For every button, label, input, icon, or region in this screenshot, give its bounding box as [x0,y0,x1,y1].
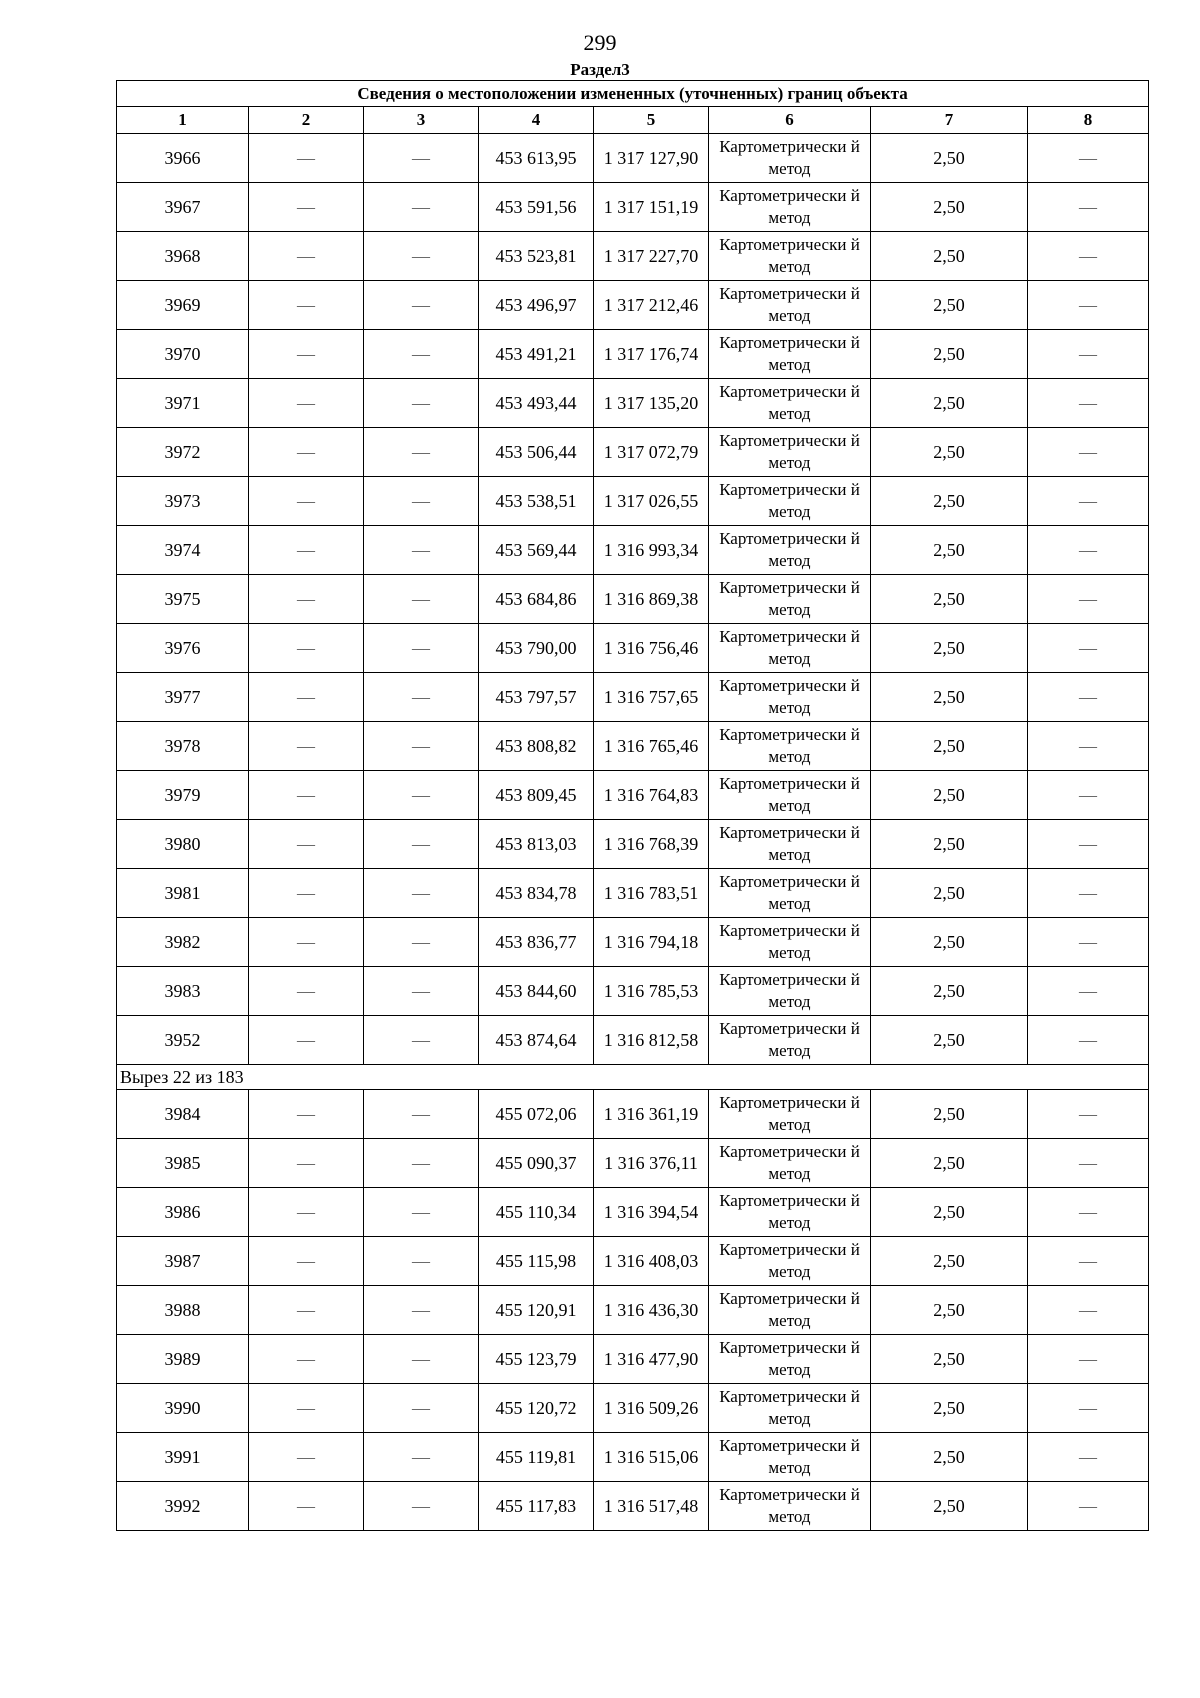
column-number: 2 [249,107,364,134]
point-number: 3987 [117,1237,249,1286]
cell-col2: — [249,1016,364,1065]
cell-col8: — [1028,771,1149,820]
table-row [117,232,1149,281]
cell-col2: — [249,673,364,722]
cell-col3: — [364,1286,479,1335]
table-row [117,820,1149,869]
cell-col3: — [364,722,479,771]
cell-col3: — [364,673,479,722]
table-row [117,1482,1149,1531]
cell-col8: — [1028,1016,1149,1065]
cell-col8: — [1028,1139,1149,1188]
cell-col3: — [364,379,479,428]
accuracy-value: 2,50 [871,820,1028,869]
point-number: 3981 [117,869,249,918]
x-coordinate: 453 538,51 [479,477,594,526]
column-number: 7 [871,107,1028,134]
table-body [117,81,1149,1531]
table-row [117,722,1149,771]
y-coordinate: 1 316 785,53 [594,967,709,1016]
cell-col3: — [364,281,479,330]
cell-col2: — [249,575,364,624]
x-coordinate: 453 684,86 [479,575,594,624]
table-row [117,428,1149,477]
table-row [117,575,1149,624]
cell-col3: — [364,1335,479,1384]
cell-col2: — [249,330,364,379]
accuracy-value: 2,50 [871,232,1028,281]
x-coordinate: 455 115,98 [479,1237,594,1286]
determination-method: Картометрически й метод [709,820,871,869]
y-coordinate: 1 317 135,20 [594,379,709,428]
table-row [117,281,1149,330]
x-coordinate: 453 496,97 [479,281,594,330]
cell-col8: — [1028,673,1149,722]
accuracy-value: 2,50 [871,477,1028,526]
table-caption: Сведения о местоположении измененных (уточненных) границ объекта [117,81,1149,107]
cell-col8: — [1028,428,1149,477]
determination-method: Картометрически й метод [709,673,871,722]
cell-col3: — [364,526,479,575]
point-number: 3982 [117,918,249,967]
table-row [117,1433,1149,1482]
y-coordinate: 1 316 757,65 [594,673,709,722]
x-coordinate: 453 790,00 [479,624,594,673]
boundary-coordinates-table [116,80,1149,1531]
cell-col3: — [364,1482,479,1531]
point-number: 3968 [117,232,249,281]
table-row [117,771,1149,820]
determination-method: Картометрически й метод [709,232,871,281]
cell-col2: — [249,771,364,820]
cell-col2: — [249,526,364,575]
point-number: 3970 [117,330,249,379]
cell-col2: — [249,1237,364,1286]
table-row [117,624,1149,673]
determination-method: Картометрически й метод [709,771,871,820]
y-coordinate: 1 316 765,46 [594,722,709,771]
x-coordinate: 455 110,34 [479,1188,594,1237]
table-row [117,526,1149,575]
accuracy-value: 2,50 [871,1384,1028,1433]
point-number: 3971 [117,379,249,428]
cell-col2: — [249,1335,364,1384]
point-number: 3988 [117,1286,249,1335]
cell-col8: — [1028,967,1149,1016]
cell-col3: — [364,1090,479,1139]
x-coordinate: 453 493,44 [479,379,594,428]
determination-method: Картометрически й метод [709,1286,871,1335]
cell-col3: — [364,820,479,869]
y-coordinate: 1 316 517,48 [594,1482,709,1531]
cell-col8: — [1028,575,1149,624]
x-coordinate: 453 613,95 [479,134,594,183]
accuracy-value: 2,50 [871,967,1028,1016]
column-number-row [117,107,1149,134]
y-coordinate: 1 316 361,19 [594,1090,709,1139]
table-row [117,1090,1149,1139]
determination-method: Картометрически й метод [709,1384,871,1433]
point-number: 3991 [117,1433,249,1482]
y-coordinate: 1 316 812,58 [594,1016,709,1065]
x-coordinate: 453 809,45 [479,771,594,820]
point-number: 3984 [117,1090,249,1139]
table-row [117,673,1149,722]
point-number: 3967 [117,183,249,232]
y-coordinate: 1 316 477,90 [594,1335,709,1384]
section-title: Раздел3 [570,60,630,79]
cell-col8: — [1028,526,1149,575]
point-number: 3974 [117,526,249,575]
x-coordinate: 455 072,06 [479,1090,594,1139]
cell-col2: — [249,232,364,281]
cell-col8: — [1028,134,1149,183]
accuracy-value: 2,50 [871,869,1028,918]
point-number: 3966 [117,134,249,183]
point-number: 3983 [117,967,249,1016]
cell-col3: — [364,477,479,526]
point-number: 3975 [117,575,249,624]
cell-col8: — [1028,1090,1149,1139]
y-coordinate: 1 316 408,03 [594,1237,709,1286]
cell-col2: — [249,820,364,869]
cell-col3: — [364,918,479,967]
y-coordinate: 1 316 394,54 [594,1188,709,1237]
y-coordinate: 1 316 509,26 [594,1384,709,1433]
cell-col2: — [249,379,364,428]
cell-col3: — [364,869,479,918]
cell-col2: — [249,183,364,232]
cell-col8: — [1028,183,1149,232]
point-number: 3972 [117,428,249,477]
cell-col2: — [249,1139,364,1188]
accuracy-value: 2,50 [871,281,1028,330]
determination-method: Картометрически й метод [709,183,871,232]
accuracy-value: 2,50 [871,1482,1028,1531]
cell-col2: — [249,722,364,771]
cell-col8: — [1028,379,1149,428]
column-number: 8 [1028,107,1149,134]
cell-col2: — [249,1188,364,1237]
accuracy-value: 2,50 [871,918,1028,967]
x-coordinate: 455 119,81 [479,1433,594,1482]
accuracy-value: 2,50 [871,1335,1028,1384]
cell-col3: — [364,232,479,281]
x-coordinate: 453 808,82 [479,722,594,771]
y-coordinate: 1 316 783,51 [594,869,709,918]
y-coordinate: 1 316 436,30 [594,1286,709,1335]
cell-col8: — [1028,820,1149,869]
x-coordinate: 455 123,79 [479,1335,594,1384]
point-number: 3969 [117,281,249,330]
cell-col8: — [1028,1433,1149,1482]
cell-col3: — [364,1188,479,1237]
table-caption-row [117,81,1149,107]
cell-col3: — [364,428,479,477]
cell-col8: — [1028,869,1149,918]
cell-col8: — [1028,722,1149,771]
table-row [117,1286,1149,1335]
cell-col3: — [364,771,479,820]
cell-col2: — [249,967,364,1016]
y-coordinate: 1 316 993,34 [594,526,709,575]
y-coordinate: 1 316 768,39 [594,820,709,869]
cell-col3: — [364,1237,479,1286]
point-number: 3978 [117,722,249,771]
cell-col8: — [1028,1237,1149,1286]
cell-col2: — [249,1286,364,1335]
cell-col3: — [364,1139,479,1188]
point-number: 3980 [117,820,249,869]
table-row [117,967,1149,1016]
determination-method: Картометрически й метод [709,1482,871,1531]
y-coordinate: 1 316 764,83 [594,771,709,820]
table-row [117,134,1149,183]
determination-method: Картометрически й метод [709,477,871,526]
column-number: 1 [117,107,249,134]
table-row [117,918,1149,967]
point-number: 3990 [117,1384,249,1433]
y-coordinate: 1 317 212,46 [594,281,709,330]
x-coordinate: 453 491,21 [479,330,594,379]
cell-col3: — [364,1384,479,1433]
cell-col2: — [249,1090,364,1139]
cell-col8: — [1028,281,1149,330]
x-coordinate: 453 834,78 [479,869,594,918]
cell-col3: — [364,624,479,673]
cutout-label-row [117,1065,1149,1090]
point-number: 3952 [117,1016,249,1065]
point-number: 3979 [117,771,249,820]
table-row [117,869,1149,918]
cell-col8: — [1028,232,1149,281]
cutout-label: Вырез 22 из 183 [117,1065,1149,1090]
accuracy-value: 2,50 [871,428,1028,477]
y-coordinate: 1 316 869,38 [594,575,709,624]
cell-col3: — [364,1433,479,1482]
x-coordinate: 453 569,44 [479,526,594,575]
cell-col8: — [1028,1335,1149,1384]
accuracy-value: 2,50 [871,1188,1028,1237]
y-coordinate: 1 317 127,90 [594,134,709,183]
x-coordinate: 453 523,81 [479,232,594,281]
accuracy-value: 2,50 [871,1237,1028,1286]
determination-method: Картометрически й метод [709,1237,871,1286]
accuracy-value: 2,50 [871,575,1028,624]
cell-col3: — [364,1016,479,1065]
table-row [117,1237,1149,1286]
determination-method: Картометрически й метод [709,967,871,1016]
y-coordinate: 1 316 756,46 [594,624,709,673]
cell-col2: — [249,1433,364,1482]
y-coordinate: 1 317 227,70 [594,232,709,281]
cell-col2: — [249,918,364,967]
determination-method: Картометрически й метод [709,1090,871,1139]
cell-col3: — [364,330,479,379]
point-number: 3986 [117,1188,249,1237]
accuracy-value: 2,50 [871,183,1028,232]
cell-col2: — [249,281,364,330]
cell-col8: — [1028,330,1149,379]
determination-method: Картометрически й метод [709,281,871,330]
determination-method: Картометрически й метод [709,134,871,183]
x-coordinate: 453 813,03 [479,820,594,869]
y-coordinate: 1 317 026,55 [594,477,709,526]
table-row [117,1384,1149,1433]
table-row [117,1139,1149,1188]
x-coordinate: 453 844,60 [479,967,594,1016]
column-number: 5 [594,107,709,134]
determination-method: Картометрически й метод [709,1139,871,1188]
column-number: 6 [709,107,871,134]
x-coordinate: 453 797,57 [479,673,594,722]
cell-col8: — [1028,1384,1149,1433]
column-number: 3 [364,107,479,134]
point-number: 3976 [117,624,249,673]
table-row [117,183,1149,232]
cell-col8: — [1028,1482,1149,1531]
x-coordinate: 453 591,56 [479,183,594,232]
determination-method: Картометрически й метод [709,1016,871,1065]
determination-method: Картометрически й метод [709,918,871,967]
determination-method: Картометрически й метод [709,1335,871,1384]
cell-col2: — [249,1482,364,1531]
determination-method: Картометрически й метод [709,428,871,477]
y-coordinate: 1 316 794,18 [594,918,709,967]
table-row [117,1335,1149,1384]
determination-method: Картометрически й метод [709,624,871,673]
x-coordinate: 455 120,91 [479,1286,594,1335]
table-row [117,1188,1149,1237]
cell-col8: — [1028,1286,1149,1335]
y-coordinate: 1 317 151,19 [594,183,709,232]
accuracy-value: 2,50 [871,526,1028,575]
table-row [117,1016,1149,1065]
accuracy-value: 2,50 [871,330,1028,379]
cell-col2: — [249,869,364,918]
cell-col2: — [249,428,364,477]
x-coordinate: 455 117,83 [479,1482,594,1531]
y-coordinate: 1 316 515,06 [594,1433,709,1482]
cell-col2: — [249,624,364,673]
page-number: 299 [583,30,617,55]
cell-col2: — [249,477,364,526]
table-row [117,330,1149,379]
y-coordinate: 1 316 376,11 [594,1139,709,1188]
x-coordinate: 455 090,37 [479,1139,594,1188]
x-coordinate: 455 120,72 [479,1384,594,1433]
cell-col2: — [249,1384,364,1433]
determination-method: Картометрически й метод [709,330,871,379]
determination-method: Картометрически й метод [709,575,871,624]
determination-method: Картометрически й метод [709,869,871,918]
determination-method: Картометрически й метод [709,379,871,428]
accuracy-value: 2,50 [871,1090,1028,1139]
cell-col3: — [364,183,479,232]
accuracy-value: 2,50 [871,1433,1028,1482]
cell-col8: — [1028,1188,1149,1237]
cell-col3: — [364,575,479,624]
point-number: 3989 [117,1335,249,1384]
determination-method: Картометрически й метод [709,526,871,575]
accuracy-value: 2,50 [871,624,1028,673]
determination-method: Картометрически й метод [709,722,871,771]
accuracy-value: 2,50 [871,771,1028,820]
point-number: 3977 [117,673,249,722]
x-coordinate: 453 874,64 [479,1016,594,1065]
point-number: 3992 [117,1482,249,1531]
accuracy-value: 2,50 [871,722,1028,771]
x-coordinate: 453 506,44 [479,428,594,477]
accuracy-value: 2,50 [871,134,1028,183]
accuracy-value: 2,50 [871,1016,1028,1065]
accuracy-value: 2,50 [871,1139,1028,1188]
cell-col3: — [364,967,479,1016]
cell-col3: — [364,134,479,183]
accuracy-value: 2,50 [871,1286,1028,1335]
x-coordinate: 453 836,77 [479,918,594,967]
accuracy-value: 2,50 [871,673,1028,722]
determination-method: Картометрически й метод [709,1433,871,1482]
table-row [117,477,1149,526]
cell-col8: — [1028,624,1149,673]
cell-col8: — [1028,918,1149,967]
y-coordinate: 1 317 176,74 [594,330,709,379]
cell-col8: — [1028,477,1149,526]
column-number: 4 [479,107,594,134]
accuracy-value: 2,50 [871,379,1028,428]
determination-method: Картометрически й метод [709,1188,871,1237]
cell-col2: — [249,134,364,183]
table-row [117,379,1149,428]
point-number: 3985 [117,1139,249,1188]
y-coordinate: 1 317 072,79 [594,428,709,477]
point-number: 3973 [117,477,249,526]
